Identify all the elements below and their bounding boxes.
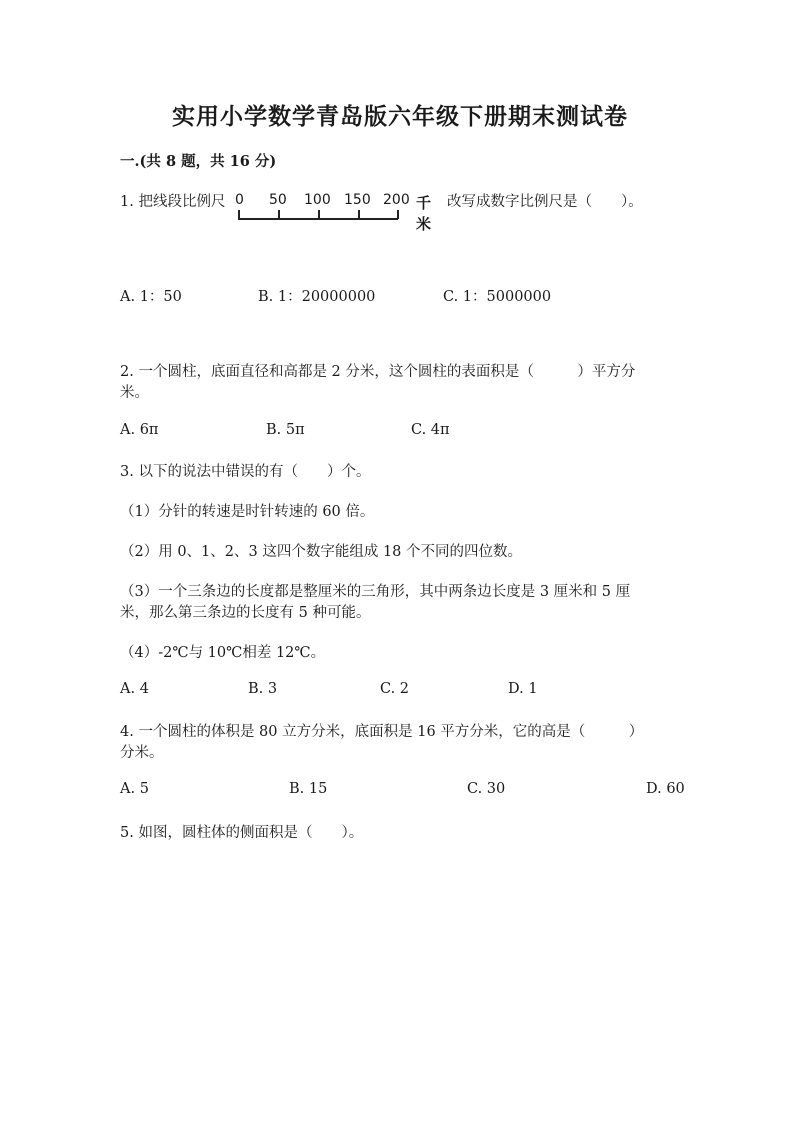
scale-label-150: 150: [344, 192, 371, 208]
q3-statement-1: （1）分针的转速是时针转速的 60 倍。: [120, 504, 375, 520]
q3-stem: 3. 以下的说法中错误的有（ ）个。: [120, 464, 371, 480]
scale-label-200: 200: [383, 192, 410, 208]
q2-option-c: C. 4π: [411, 422, 450, 438]
scale-label-100: 100: [304, 192, 331, 208]
q3-statement-2: （2）用 0、1、2、3 这四个数字能组成 18 个不同的四位数。: [120, 544, 523, 560]
scale-tick: [278, 210, 280, 219]
scale-unit: 千米: [416, 194, 432, 233]
scale-label-0: 0: [235, 192, 244, 208]
q4-option-d: D. 60: [646, 781, 685, 797]
q3-option-d: D. 1: [508, 681, 538, 697]
q2-option-a: A. 6π: [120, 422, 159, 438]
q3-option-b: B. 3: [248, 681, 278, 697]
q3-statement-3-line2: 米，那么第三条边的长度有 5 种可能。: [120, 605, 371, 621]
scale-tick: [318, 210, 320, 219]
q3-option-c: C. 2: [380, 681, 410, 697]
q3-option-a: A. 4: [120, 681, 149, 697]
q1-prefix: 1. 把线段比例尺: [120, 194, 226, 210]
q1-option-a: A. 1：50: [120, 289, 182, 305]
q4-stem-line1: 4. 一个圆柱的体积是 80 立方分米，底面积是 16 平方分米，它的高是（ ）: [120, 724, 644, 740]
q1-option-c: C. 1：5000000: [443, 289, 552, 305]
q4-option-c: C. 30: [467, 781, 506, 797]
line-scale-figure: [233, 192, 445, 232]
q4-option-b: B. 15: [289, 781, 328, 797]
q1-option-b: B. 1：20000000: [258, 289, 376, 305]
scale-label-50: 50: [269, 192, 287, 208]
q2-stem-line2: 米。: [120, 385, 149, 401]
q1-suffix: 改写成数字比例尺是（ ）。: [447, 194, 643, 210]
q3-statement-4: （4）-2℃与 10℃相差 12℃。: [120, 645, 326, 661]
scale-tick: [397, 210, 399, 219]
q3-statement-3-line1: （3）一个三条边的长度都是整厘米的三角形，其中两条边长度是 3 厘米和 5 厘: [120, 584, 631, 600]
q5-stem: 5. 如图，圆柱体的侧面积是（ ）。: [120, 825, 364, 841]
page-title: 实用小学数学青岛版六年级下册期末测试卷: [172, 103, 628, 130]
q2-option-b: B. 5π: [266, 422, 305, 438]
q4-stem-line2: 分米。: [120, 745, 164, 761]
section-heading: 一.(共 8 题，共 16 分): [120, 153, 277, 170]
scale-tick: [238, 210, 240, 219]
q4-option-a: A. 5: [120, 781, 149, 797]
q2-stem-line1: 2. 一个圆柱，底面直径和高都是 2 分米，这个圆柱的表面积是（ ）平方分: [120, 364, 636, 380]
scale-tick: [358, 210, 360, 219]
